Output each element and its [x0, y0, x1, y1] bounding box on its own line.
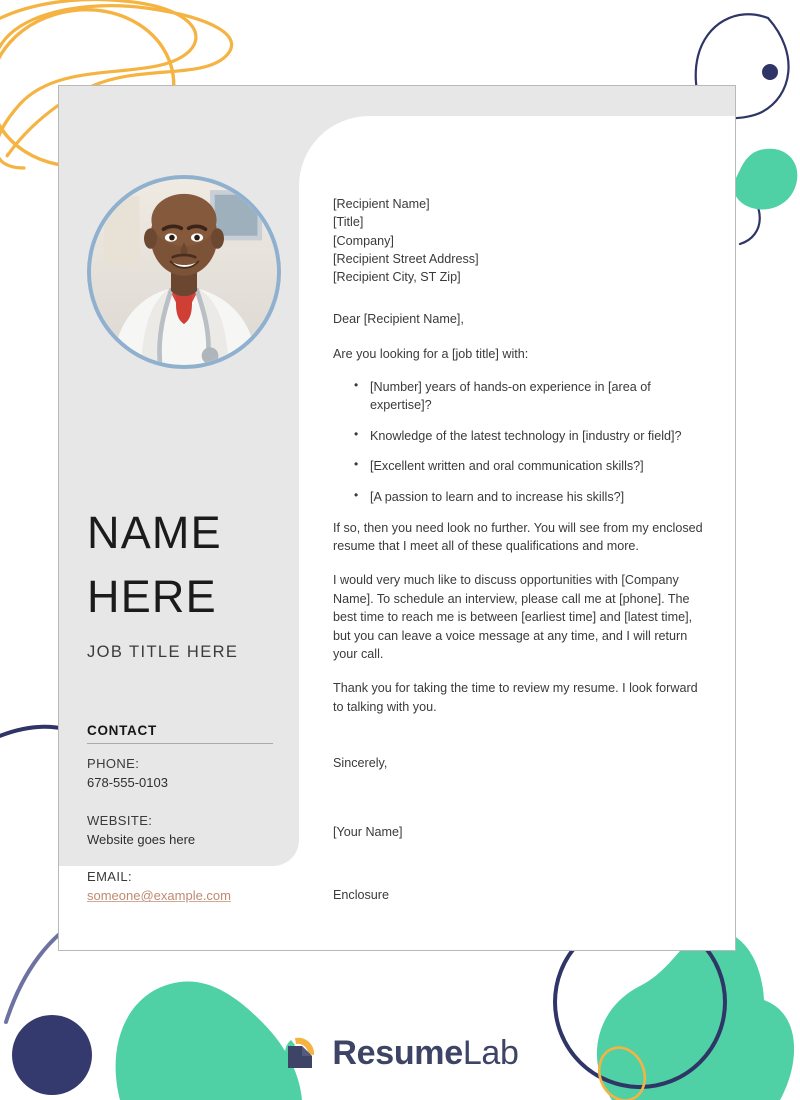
sincerely-line: Sincerely, [333, 756, 388, 771]
name-line-2: HERE [87, 570, 217, 622]
qualifications-list [333, 378, 703, 507]
mint-blob-top-right [734, 149, 798, 210]
resumelab-wordmark [332, 1034, 518, 1073]
address-line: [Recipient City, ST Zip] [333, 270, 461, 284]
job-title: JOB TITLE HERE [87, 642, 239, 661]
profile-photo [91, 179, 277, 365]
list-item: • [Excellent written and oral communication skills?] [370, 457, 703, 476]
address-line: [Title] [333, 215, 364, 230]
name-line-1: NAME [87, 507, 222, 558]
phone-label: PHONE: [87, 756, 140, 771]
body-paragraph-2: I would very much like to discuss opportunities with [Company Name]. To schedule an interview, please call me at [phone]. The best time to reach me is between [earliest time] and [latest time], but you can leave a voice message at any time, and I will return your call. [333, 572, 693, 662]
brand-name-bold: Resume [332, 1033, 463, 1072]
contact-group-website [87, 812, 273, 850]
body-paragraph-3: Thank you for taking the time to review my resume. I look forward to talking with you. [333, 681, 698, 714]
letter-body [333, 195, 703, 904]
cover-letter-document [58, 85, 736, 951]
contact-heading: CONTACT [87, 723, 157, 738]
doctor-portrait-illustration [91, 179, 277, 365]
name-block [87, 501, 297, 662]
your-name-line: [Your Name] [333, 824, 403, 839]
enclosure-line: Enclosure [333, 887, 390, 902]
brand-name-light: Lab [462, 1033, 519, 1072]
resumelab-logo[interactable] [0, 1024, 800, 1082]
list-item: • [A passion to learn and to increase his skills?] [370, 488, 703, 507]
intro-paragraph: Are you looking for a [job title] with: [333, 346, 529, 361]
navy-dot-top-right [762, 64, 778, 80]
salutation: Dear [Recipient Name], [333, 312, 464, 327]
email-link[interactable]: someone@example.com [87, 888, 231, 904]
resumelab-document-icon [281, 1033, 321, 1073]
address-line: [Company] [333, 233, 394, 248]
recipient-address-block [333, 195, 703, 286]
list-item: • [Number] years of hands-on experience in [area of expertise]? [370, 378, 703, 415]
contact-group-phone [87, 755, 273, 793]
contact-block [87, 723, 273, 925]
list-item: • Knowledge of the latest technology in [industry or field]? [370, 427, 703, 446]
email-label: EMAIL: [87, 869, 133, 885]
contact-group-email [87, 868, 273, 906]
website-value: Website goes here [87, 831, 196, 847]
signoff-block [333, 754, 703, 904]
contact-divider [87, 743, 273, 744]
profile-photo-frame [87, 175, 281, 369]
website-label: WEBSITE: [87, 812, 153, 828]
address-line: [Recipient Name] [333, 197, 430, 211]
body-paragraph-1: If so, then you need look no further. You will see from my enclosed resume that I meet all of these qualifications and more. [333, 520, 703, 554]
phone-value: 678-555-0103 [87, 774, 168, 790]
address-line: [Recipient Street Address] [333, 251, 479, 266]
